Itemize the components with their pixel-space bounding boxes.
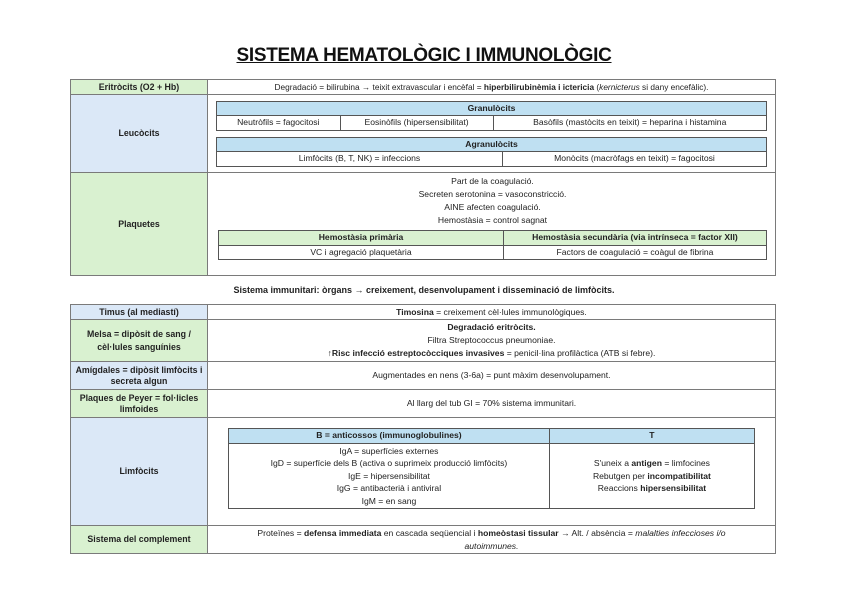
immune-table xyxy=(70,304,776,554)
limfocits-content xyxy=(208,418,776,526)
row-complement xyxy=(71,526,776,554)
timus-description: Timosina = creixement cèl·lules immunològiques. xyxy=(208,305,776,320)
plaquetes-line: Hemostàsia = control sagnat xyxy=(437,215,548,225)
label-limfocits: Limfòcits xyxy=(71,418,208,526)
label-leucocits: Leucòcits xyxy=(71,95,208,173)
row-plaquetes xyxy=(71,173,776,276)
label-amigdales: Amígdales = dipòsit limfòcits i secreta algun xyxy=(71,362,208,390)
b-cells-content: IgA = superfícies externes IgD = superfície dels B (activa o suprimeix producció limfòcits) IgE = hipersensibilitat IgG = antibacterià i antiviral IgM = en sang xyxy=(229,443,550,509)
row-leucocits xyxy=(71,95,776,173)
granulocits-header: Granulòcits xyxy=(217,101,767,116)
row-timus xyxy=(71,305,776,320)
leucocits-content xyxy=(208,95,776,173)
row-eritrocits xyxy=(71,80,776,95)
label-melsa: Melsa = dipòsit de sang / cèl·lules sanguínies xyxy=(71,320,208,362)
hematologic-table xyxy=(70,79,776,276)
label-peyer: Plaques de Peyer = fol·licles limfoides xyxy=(71,390,208,418)
amigdales-description: Augmentades en nens (3-6a) = punt màxim desenvolupament. xyxy=(208,362,776,390)
label-complement: Sistema del complement xyxy=(71,526,208,554)
agranulocit-cell: Monòcits (macròfags en teixit) = fagocitosi xyxy=(503,152,767,167)
plaquetes-line: AINE afecten coagulació. xyxy=(444,202,541,212)
hemostasia-table xyxy=(218,230,767,260)
melsa-description: Degradació eritròcits. Filtra Streptococcus pneumoniae. ↑Risc infecció estreptocòcciques invasives = penicil·lina profilàctica (ATB si febre). xyxy=(208,320,776,362)
limfocits-table xyxy=(228,428,755,509)
b-cells-header: B = anticossos (immunoglobulines) xyxy=(229,429,550,444)
row-peyer xyxy=(71,390,776,418)
hemostasia-cell: Factors de coagulació = coàgul de fibrina xyxy=(503,245,766,260)
granulocits-table xyxy=(216,101,767,131)
label-eritrocits: Eritròcits (O2 + Hb) xyxy=(71,80,208,95)
row-limfocits xyxy=(71,418,776,526)
plaquetes-content xyxy=(208,173,776,276)
agranulocits-table xyxy=(216,137,767,167)
hemostasia-header: Hemostàsia primària xyxy=(219,231,504,246)
t-cells-header: T xyxy=(549,429,754,444)
row-melsa xyxy=(71,320,776,362)
hemostasia-header: Hemostàsia secundària (via intrínseca = factor XII) xyxy=(503,231,766,246)
granulocit-cell: Eosinòfils (hipersensibilitat) xyxy=(340,116,493,131)
t-cells-content: S'uneix a antigen = limfocines Rebutgen per incompatibilitat Reaccions hipersensibilitat xyxy=(549,443,754,509)
immune-subtitle: Sistema immunitari: òrgans → creixement, desenvolupament i disseminació de limfòcits. xyxy=(233,285,615,295)
plaquetes-line: Part de la coagulació. xyxy=(451,176,534,186)
row-amigdales xyxy=(71,362,776,390)
hemostasia-cell: VC i agregació plaquetària xyxy=(219,245,504,260)
label-timus: Timus (al mediastí) xyxy=(71,305,208,320)
complement-description: Proteïnes = defensa immediata en cascada seqüencial i homeòstasi tissular → Alt. / absència = malalties infeccioses i/o autoimmunes. xyxy=(208,526,776,554)
peyer-description: Al llarg del tub GI = 70% sistema immunitari. xyxy=(208,390,776,418)
page-title: SISTEMA HEMATOLÒGIC I IMMUNOLÒGIC xyxy=(236,45,612,66)
label-plaquetes: Plaquetes xyxy=(71,173,208,276)
agranulocit-cell: Limfòcits (B, T, NK) = infeccions xyxy=(217,152,503,167)
granulocit-cell: Basòfils (mastòcits en teixit) = heparina i histamina xyxy=(493,116,766,131)
agranulocits-header: Agranulòcits xyxy=(217,137,767,152)
eritrocits-description: Degradació = bilirubina → teixit extravascular i encèfal = hiperbilirubinèmia i ictericia (kernicterus si dany encefàlic). xyxy=(208,80,776,95)
plaquetes-line: Secreten serotonina = vasoconstricció. xyxy=(418,189,567,199)
granulocit-cell: Neutròfils = fagocitosi xyxy=(217,116,341,131)
